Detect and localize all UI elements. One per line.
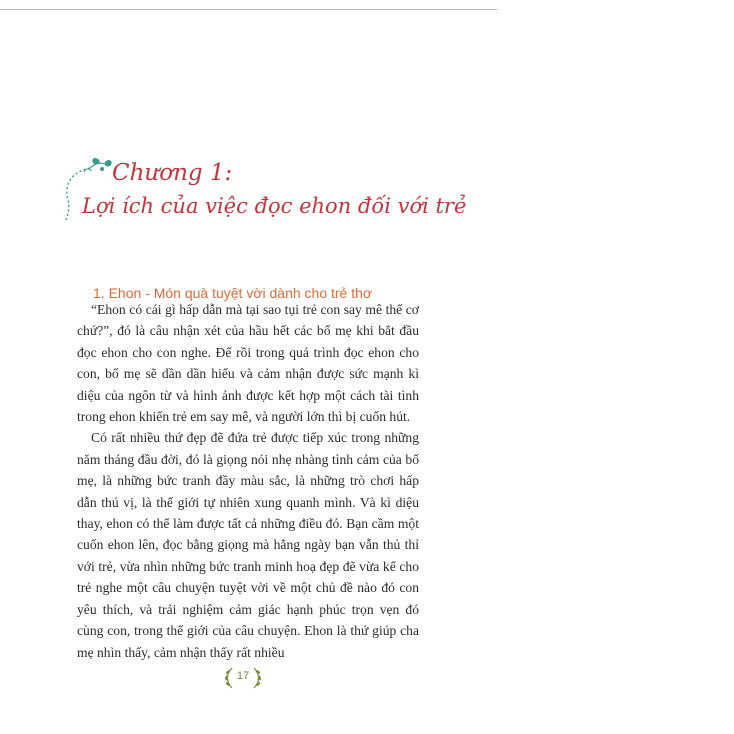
page-number-badge	[220, 664, 266, 692]
chapter-title: Lợi ích của việc đọc ehon đối với trẻ	[82, 194, 467, 218]
page-number: 17	[236, 670, 250, 682]
body-text	[77, 299, 419, 663]
chapter-heading	[60, 156, 480, 236]
section-heading: 1. Ehon - Món quà tuyệt vời dành cho trẻ thơ	[93, 285, 373, 301]
chapter-number: Chương 1:	[112, 160, 233, 186]
paragraph: Có rất nhiều thứ đẹp đẽ đứa trẻ được tiếp xúc trong những năm tháng đầu đời, đó là giọng nói nhẹ nhàng tình cảm của bố mẹ, là những bức tranh đầy màu sắc, là những trò chơi hấp dẫn thú vị, là thế giới tự nhiên xung quanh mình. Và kì diệu thay, ehon có thể làm được tất cả những điều đó. Bạn cầm một cuốn ehon lên, đọc bằng giọng mà hằng ngày bạn vẫn thủ thỉ với trẻ, vừa nhìn những bức tranh minh hoạ đẹp đẽ vừa kể cho trẻ nghe một câu chuyện tuyệt vời về một chủ đề nào đó con yêu thích, và trải nghiệm cảm giác hạnh phúc trọn vẹn đó cùng con, trong thế giới của câu chuyện. Ehon là thứ giúp cha mẹ nhìn thấy, cảm nhận thấy rất nhiều	[77, 430, 419, 660]
top-rule	[0, 9, 497, 10]
paragraph: “Ehon có cái gì hấp dẫn mà tại sao tụi trẻ con say mê thế cơ chứ?”, đó là câu nhận xét của hầu hết các bố mẹ khi bắt đầu đọc ehon cho con nghe. Để rồi trong quá trình đọc ehon cho con, bố mẹ sẽ dần dần hiểu và cảm nhận được sức mạnh kì diệu của ngôn từ và hình ảnh được kết hợp một cách tài tình trong ehon khiến trẻ em say mê, và người lớn thì bị cuốn hút.	[77, 302, 419, 425]
